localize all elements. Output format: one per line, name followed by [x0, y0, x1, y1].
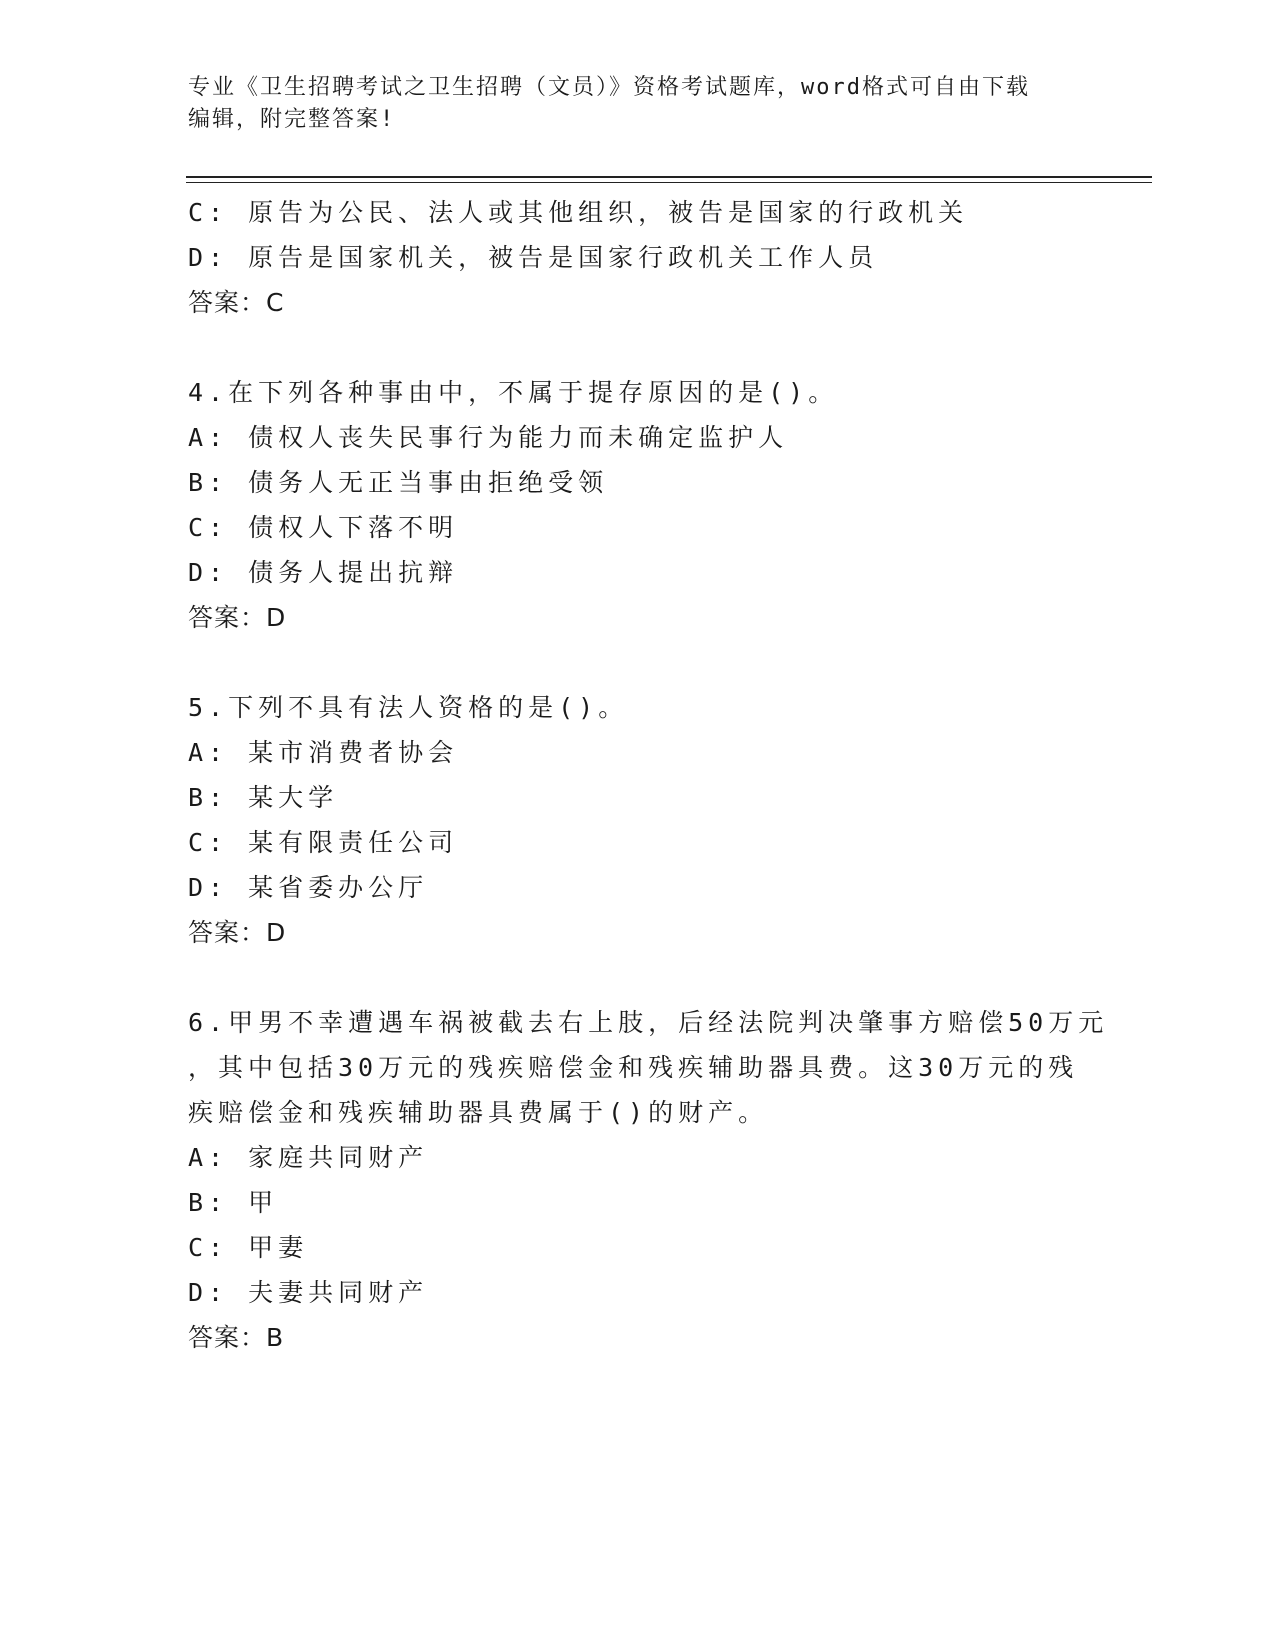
option-d: D: 债务人提出抗辩: [188, 558, 459, 587]
question-list: [188, 190, 1109, 1360]
option-b: B: 甲: [188, 1188, 279, 1217]
option-c: C: 债权人下落不明: [188, 513, 459, 542]
option-d: D: 原告是国家机关，被告是国家行政机关工作人员: [188, 243, 879, 272]
option-a: A: 家庭共同财产: [188, 1143, 429, 1172]
answer: 答案：D: [188, 603, 287, 632]
answer: 答案：C: [188, 288, 285, 317]
header-divider-thin: [186, 182, 1152, 183]
option-b: B: 债务人无正当事由拒绝受领: [188, 468, 609, 497]
question-text: 5.下列不具有法人资格的是()。: [188, 693, 629, 722]
header-divider-thick: [186, 176, 1152, 178]
option-d: D: 某省委办公厅: [188, 873, 429, 902]
question-text-line-1: 6.甲男不幸遭遇车祸被截去右上肢，后经法院判决肇事方赔偿50万元: [188, 1008, 1109, 1037]
option-c: C: 原告为公民、法人或其他组织，被告是国家的行政机关: [188, 198, 969, 227]
question-6: [188, 1000, 1109, 1360]
option-a: A: 债权人丧失民事行为能力而未确定监护人: [188, 423, 789, 452]
spacer: [188, 640, 1088, 685]
header-line-1: 专业《卫生招聘考试之卫生招聘（文员）》资格考试题库，word格式可自由下载: [188, 75, 1030, 100]
option-d: D: 夫妻共同财产: [188, 1278, 429, 1307]
question-3-tail: [188, 190, 1088, 325]
question-5: [188, 685, 1088, 955]
document-header: [188, 72, 1088, 136]
option-a: A: 某市消费者协会: [188, 738, 459, 767]
question-text: 4.在下列各种事由中，不属于提存原因的是()。: [188, 378, 839, 407]
question-text-line-3: 疾赔偿金和残疾辅助器具费属于()的财产。: [188, 1098, 769, 1127]
question-text-line-2: ，其中包括30万元的残疾赔偿金和残疾辅助器具费。这30万元的残: [188, 1053, 1079, 1082]
answer: 答案：B: [188, 1323, 285, 1352]
header-line-2: 编辑，附完整答案!: [188, 107, 396, 132]
spacer: [188, 955, 1088, 1000]
question-4: [188, 370, 1088, 640]
option-c: C: 甲妻: [188, 1233, 309, 1262]
option-b: B: 某大学: [188, 783, 339, 812]
option-c: C: 某有限责任公司: [188, 828, 459, 857]
spacer: [188, 325, 1088, 370]
answer: 答案：D: [188, 918, 287, 947]
